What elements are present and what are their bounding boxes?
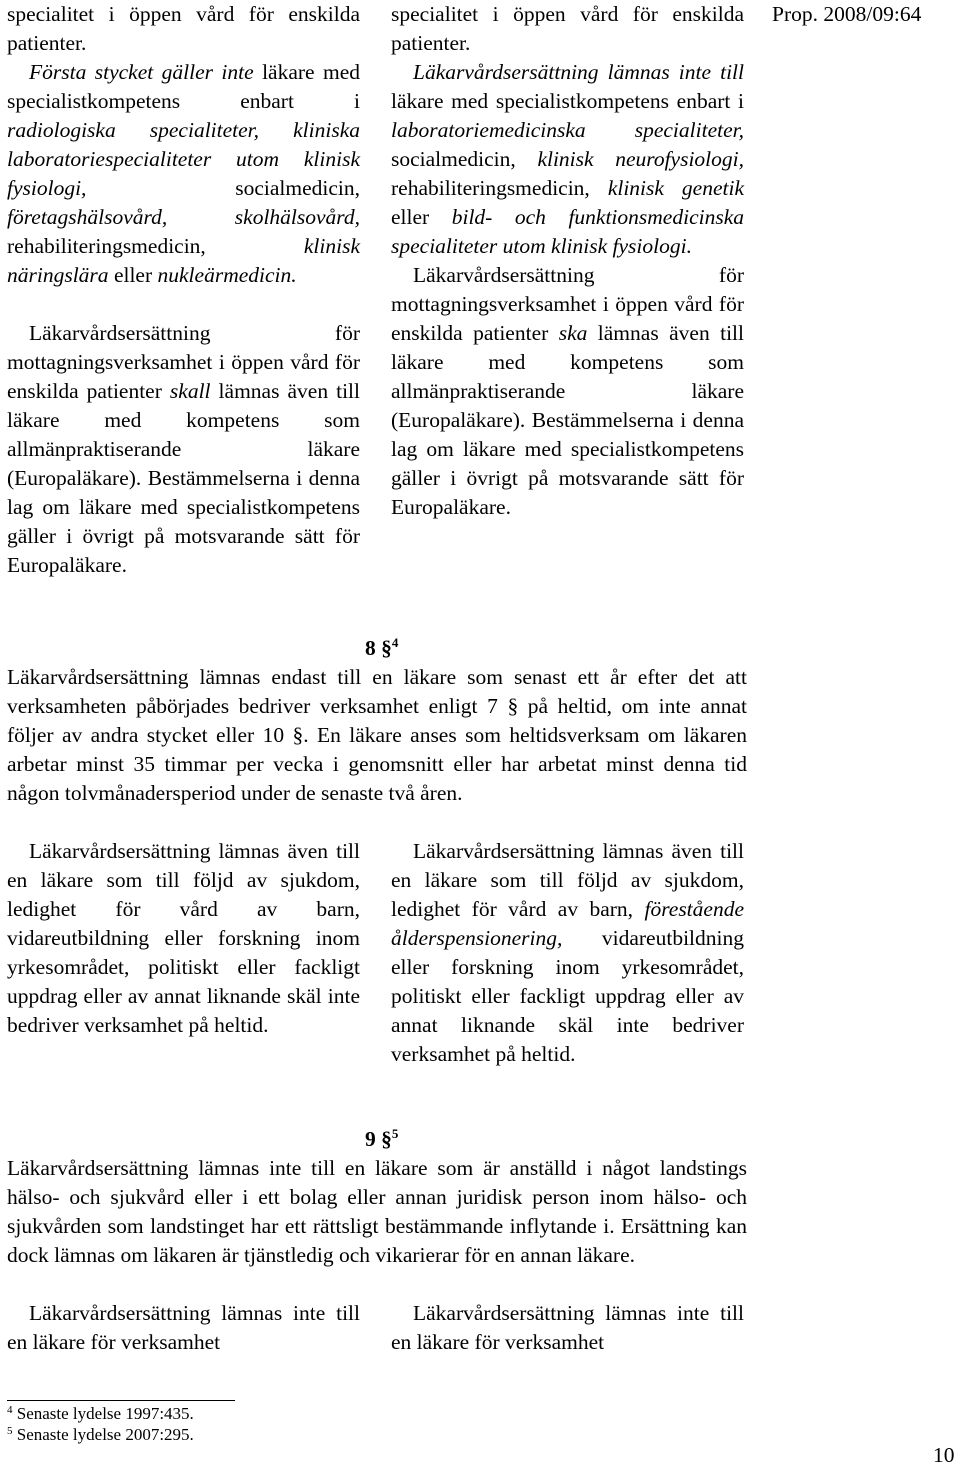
footnote-text: Senaste lydelse 2007:295. <box>16 1425 194 1444</box>
text-run: Läkarvårdsersättning för mottagningsverksamhet i öppen vård för enskilda patienter <box>7 321 360 403</box>
section-8-left-column <box>7 837 360 1040</box>
block1-right-p2 <box>391 58 744 261</box>
section-8-right-column <box>391 837 744 1069</box>
emphasis: klinisk neurofysiologi, <box>537 147 744 171</box>
text-run: socialmedicin, <box>86 176 360 200</box>
text-run: eller <box>108 263 158 287</box>
section-8-paragraph: Läkarvårdsersättning lämnas endast till en läkare som senast ett år efter det att verksamheten påbörjades bedriver verksamhet enligt 7 § på heltid, om inte annat följer av andra stycket eller 10 §. En läkare anses som heltidsverksam om läkaren arbetar minst 35 timmar per vecka i genomsnitt eller har arbetat minst denna tid någon tolvmånadersperiod under de senaste två åren. <box>7 665 747 805</box>
text-run: eller <box>391 205 452 229</box>
section-8-heading <box>365 634 398 663</box>
footnote-number: 4 <box>7 1404 13 1416</box>
footnote-number: 5 <box>7 1425 13 1437</box>
emphasis: radiologiska specialiteter, kliniska laboratoriespecialiteter utom klinisk fysiologi, <box>7 118 360 200</box>
text-run: Läkarvårdsersättning för mottagningsverksamhet i öppen vård för enskilda patienter <box>391 263 744 345</box>
section-8-full-text <box>7 663 747 808</box>
section-9-left-paragraph: Läkarvårdsersättning lämnas inte till en läkare för verksamhet <box>7 1301 360 1354</box>
footnote-4 <box>7 1403 194 1425</box>
footnote-text: Senaste lydelse 1997:435. <box>16 1404 194 1423</box>
emphasis: klinisk näringslära <box>7 234 360 287</box>
section-heading-text: 9 § <box>365 1127 392 1151</box>
section-9-paragraph: Läkarvårdsersättning lämnas inte till en läkare som är anställd i något landstings hälso- och sjukvård eller i ett bolag eller annan juridisk person inom hälso- och sjukvården som landstinget har ett rättsligt bestämmande inflytande i. Ersättning kan dock lämnas om läkaren är tjänstledig och vikarierar för en annan läkare. <box>7 1156 747 1267</box>
emphasis: ska <box>558 321 588 345</box>
footnote-ref: 5 <box>391 1126 399 1141</box>
emphasis: Första stycket gäller inte <box>29 60 254 84</box>
block1-left-p3 <box>7 319 360 580</box>
section-9-full-text <box>7 1154 747 1270</box>
section-heading-text: 8 § <box>365 636 392 660</box>
emphasis: Läkarvårdsersättning lämnas inte till <box>413 60 744 84</box>
text-run: lämnas även till läkare med kompetens som allmänpraktiserande läkare (Europaläkare). Bestämmelserna i denna lag om läkare med specialistkompetens gäller i övrigt på motsvarande sätt för Europaläkare. <box>391 321 745 519</box>
prop-reference: Prop. 2008/09:64 <box>772 2 922 26</box>
text-run: vidareutbildning eller forskning inom yrkesområdet, politiskt eller fackligt uppdrag eller av annat liknande skäl inte bedriver verksamhet på heltid. <box>391 926 744 1066</box>
emphasis: klinisk genetik <box>607 176 745 200</box>
text-run: läkare med specialistkompetens enbart i <box>391 89 744 113</box>
page-number: 10 <box>933 1443 955 1467</box>
section-9-left-column <box>7 1299 360 1357</box>
section-9-right-column <box>391 1299 744 1357</box>
text-run: rehabiliteringsmedicin, <box>391 176 608 200</box>
emphasis: förestående ålderspensionering, <box>391 897 744 950</box>
emphasis: företagshälsovård, skolhälsovård, <box>7 205 360 229</box>
text-run: Läkarvårdsersättning lämnas även till en läkare som till följd av sjukdom, ledighet för vård av barn, <box>391 839 744 921</box>
footnote-ref: 4 <box>391 635 399 650</box>
section-8-right-paragraph <box>391 837 744 1069</box>
block1-left-p2 <box>7 58 360 290</box>
section-9-heading <box>365 1125 398 1154</box>
emphasis: skall <box>169 379 211 403</box>
emphasis: laboratoriemedicinska specialiteter, <box>391 118 744 142</box>
block1-left-p1: specialitet i öppen vård för enskilda patienter. <box>7 2 360 55</box>
text-run: socialmedicin, <box>391 147 538 171</box>
text-run: rehabiliteringsmedicin, <box>7 234 304 258</box>
block1-right-p1: specialitet i öppen vård för enskilda patienter. <box>391 2 744 55</box>
emphasis: nukleärmedicin. <box>157 263 297 287</box>
block1-left-column <box>7 0 360 580</box>
text-run: läkare med specialistkompetens enbart i <box>7 60 361 113</box>
section-9-right-paragraph: Läkarvårdsersättning lämnas inte till en läkare för verksamhet <box>391 1301 744 1354</box>
block1-right-p3 <box>391 261 744 522</box>
section-8-left-paragraph: Läkarvårdsersättning lämnas även till en läkare som till följd av sjukdom, ledighet för vård av barn, vidareutbildning eller forskning inom yrkesområdet, politiskt eller fackligt uppdrag eller av annat liknande skäl inte bedriver verksamhet på heltid. <box>7 839 360 1037</box>
block1-right-column <box>391 0 744 522</box>
emphasis: bild- och funktionsmedicinska specialiteter utom klinisk fysiologi. <box>391 205 744 258</box>
footnote-5 <box>7 1424 194 1446</box>
text-run: lämnas även till läkare med kompetens som allmänpraktiserande läkare (Europaläkare). Bestämmelserna i denna lag om läkare med specialistkompetens gäller i övrigt på motsvarande sätt för Europaläkare. <box>7 379 360 577</box>
footnote-divider <box>7 1400 235 1401</box>
